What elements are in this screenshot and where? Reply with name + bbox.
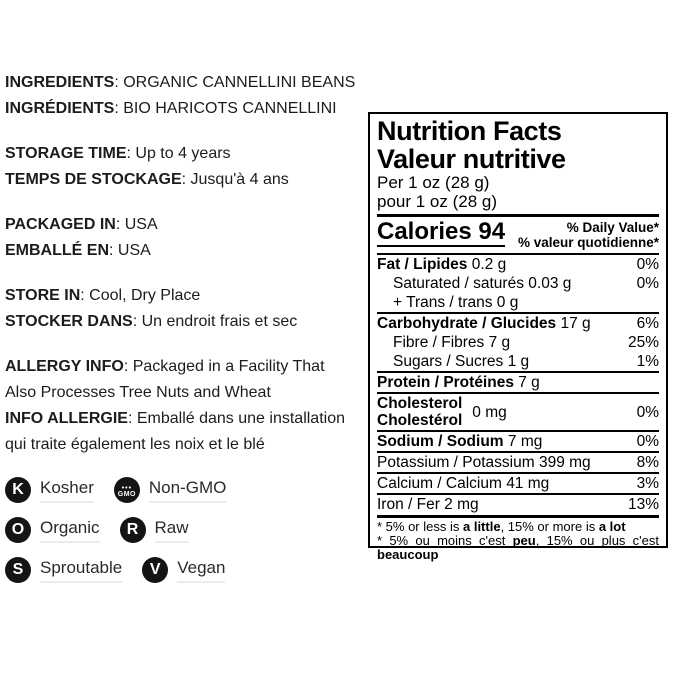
info-line: EMBALLÉ EN: USA [5, 242, 151, 259]
info-line: PACKAGED IN: USA [5, 216, 158, 233]
calories-value: Calories 94 [377, 218, 506, 245]
badge-row [5, 477, 361, 503]
nutrition-facts-title-fr: Valeur nutritive [377, 144, 566, 174]
badge-row [5, 517, 361, 543]
nutrient-row [377, 392, 659, 430]
badge-label: Raw [155, 517, 189, 543]
nutrient-name: Carbohydrate / Glucides 17 g [377, 315, 591, 332]
info-section [5, 70, 361, 122]
info-label: PACKAGED IN [5, 216, 116, 233]
info-line: TEMPS DE STOCKAGE: Jusqu'à 4 ans [5, 171, 289, 188]
nutrient-row [377, 451, 659, 472]
footnote-segment: beaucoup [377, 547, 439, 562]
footnote-segment: * 5% or less is [377, 519, 463, 534]
badge-vegan [142, 557, 225, 583]
info-label: TEMPS DE STOCKAGE [5, 171, 182, 188]
nutrient-daily-value: 0% [636, 403, 659, 421]
nutrient-daily-value: 0% [636, 256, 659, 273]
info-section [5, 141, 361, 193]
nutrient-row [377, 255, 659, 274]
info-section [5, 283, 361, 335]
nutrition-facts-panel [368, 112, 668, 562]
badge-label: Sproutable [40, 557, 122, 583]
nutrient-row [377, 472, 659, 493]
nutrient-daily-value: 25% [627, 334, 659, 351]
nutrient-row [377, 333, 659, 352]
nutrient-row [377, 352, 659, 371]
info-line: INFO ALLERGIE: Emballé dans une installation [5, 410, 345, 427]
info-label: INFO ALLERGIE [5, 410, 128, 427]
badge-non-gmo [114, 477, 226, 503]
nutrient-daily-value: 3% [636, 475, 659, 492]
nutrient-name: Saturated / saturés 0.03 g [393, 275, 572, 292]
nutrient-name: Sugars / Sucres 1 g [393, 353, 530, 370]
nutrient-name: Iron / Fer 2 mg [377, 496, 479, 513]
footnote-segment: a lot [598, 519, 626, 534]
footnote-en [377, 520, 659, 534]
nutrient-row [377, 312, 659, 333]
nutrient-row [377, 293, 659, 312]
info-label: ALLERGY INFO [5, 358, 124, 375]
daily-value-header [518, 219, 659, 250]
gmo-dots: ••• [121, 484, 133, 492]
nutrient-name: Calcium / Calcium 41 mg [377, 475, 550, 492]
nutrient-name: Sodium / Sodium 7 mg [377, 433, 543, 450]
nutrition-facts-title-en: Nutrition Facts [377, 116, 562, 146]
info-label: STORE IN [5, 287, 81, 304]
organic-icon: O [5, 517, 31, 543]
info-section [5, 212, 361, 264]
serving-size-fr: pour 1 oz (28 g) [377, 192, 498, 211]
badge-label: Non-GMO [149, 477, 226, 503]
info-line: STOCKER DANS: Un endroit frais et sec [5, 313, 298, 330]
footnote-segment: * 5% ou moins c'est [377, 533, 513, 548]
vegan-icon: V [142, 557, 168, 583]
non-gmo-icon [114, 477, 140, 503]
nutrient-row [377, 274, 659, 293]
info-sections [5, 70, 361, 458]
info-line: ALLERGY INFO: Packaged in a Facility That [5, 358, 325, 375]
nutrient-name-twoline: Cholesterol Cholestérol [377, 395, 463, 429]
badge-label: Kosher [40, 477, 94, 503]
info-line-continuation: Also Processes Tree Nuts and Wheat [5, 384, 271, 401]
footnote-segment: peu [512, 533, 536, 548]
badge-organic [5, 517, 100, 543]
footnote-segment: , 15% or more is [500, 519, 599, 534]
info-line: STORAGE TIME: Up to 4 years [5, 145, 231, 162]
footnote-segment: , 15% ou plus c'est [535, 533, 659, 548]
raw-icon: R [120, 517, 146, 543]
calories-block [377, 217, 659, 255]
nutrient-name: + Trans / trans 0 g [393, 294, 519, 311]
badge-sproutable [5, 557, 122, 583]
nutrient-daily-value: 6% [636, 315, 659, 332]
sproutable-icon: S [5, 557, 31, 583]
nutrient-name: Fat / Lipides 0.2 g [377, 256, 507, 273]
nutrient-rows [377, 255, 659, 514]
info-line-continuation: qui traite également les noix et le blé [5, 436, 265, 453]
nutrient-daily-value: 0% [636, 433, 659, 450]
nutrient-daily-value: 8% [636, 454, 659, 471]
kosher-icon: K [5, 477, 31, 503]
info-label: STOCKER DANS [5, 313, 133, 330]
nutrient-name: Fibre / Fibres 7 g [393, 334, 511, 351]
nutrient-name: Potassium / Potassium 399 mg [377, 454, 591, 471]
nutrient-daily-value: 1% [636, 353, 659, 370]
info-label: INGRÉDIENTS [5, 100, 115, 117]
nutrient-amount: 0 mg [472, 403, 507, 421]
badge-raw [120, 517, 189, 543]
nutrient-row [377, 430, 659, 451]
nutrient-daily-value: 0% [636, 275, 659, 292]
left-info-column [5, 70, 361, 597]
info-line: INGREDIENTS: ORGANIC CANNELLINI BEANS [5, 74, 356, 91]
info-line: INGRÉDIENTS: BIO HARICOTS CANNELLINI [5, 100, 337, 117]
info-label: EMBALLÉ EN [5, 242, 109, 259]
info-section [5, 354, 361, 458]
nutrient-name: Protein / Protéines 7 g [377, 374, 540, 391]
badge-label: Organic [40, 517, 100, 543]
badge-label: Vegan [177, 557, 225, 583]
footnote [377, 518, 659, 562]
daily-value-header-fr: % valeur quotidienne* [517, 235, 659, 250]
badge-row [5, 557, 361, 583]
daily-value-header-en: % Daily Value* [566, 220, 659, 235]
badge-kosher [5, 477, 94, 503]
nutrient-daily-value: 13% [627, 496, 659, 513]
nutrient-row [377, 493, 659, 514]
info-label: INGREDIENTS [5, 74, 115, 91]
info-line: STORE IN: Cool, Dry Place [5, 287, 201, 304]
certification-badges [5, 477, 361, 583]
serving-size-en: Per 1 oz (28 g) [377, 173, 490, 192]
footnote-fr-line1 [377, 534, 659, 548]
footnote-fr-line2 [377, 548, 659, 562]
info-label: STORAGE TIME [5, 145, 127, 162]
nutrient-row [377, 371, 659, 392]
gmo-text: GMO [117, 490, 136, 498]
footnote-segment: a little [462, 519, 501, 534]
